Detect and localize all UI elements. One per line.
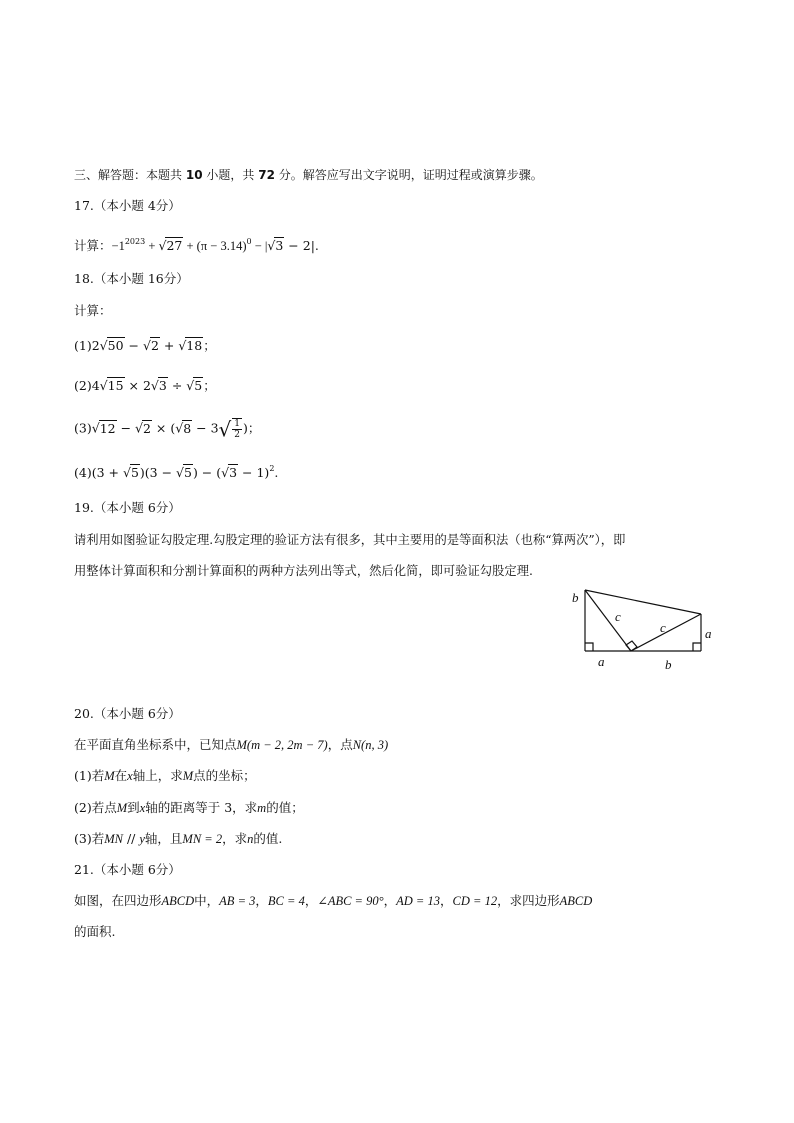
q19-heading: 19.（本小题 6分）: [74, 500, 181, 515]
q21-text-line1: 如图，在四边形ABCD中，AB = 3，BC = 4，∠ABC = 90°，AD = 13，CD = 12，求四边形ABCD: [74, 893, 593, 908]
q18-part2: (2)4√15 × 2√3 ÷ √5；: [74, 378, 216, 393]
q20-part3: (3)若MN // y轴，且MN = 2，求n的值.: [74, 831, 283, 846]
right-angle-mark-left: [585, 643, 593, 651]
label-c-upper: c: [615, 609, 621, 624]
label-b-left: b: [572, 590, 579, 605]
q20-part1: (1)若M在x轴上，求M点的坐标；: [74, 768, 256, 783]
label-a-bottom: a: [598, 654, 605, 669]
q18-lead: 计算：: [74, 303, 112, 318]
q20-intro: 在平面直角坐标系中，已知点M(m − 2, 2m − 7)，点N(n, 3): [74, 737, 389, 752]
q19-text-line2: 用整体计算面积和分割计算面积的两种方法列出等式，然后化简，即可验证勾股定理.: [74, 564, 533, 578]
pythagoras-figure: [565, 585, 730, 675]
question-count: 10: [185, 168, 203, 182]
q21-text-line2: 的面积.: [74, 924, 116, 939]
q17-expression: 计算：$-1^{2023} + √27 + (\pi - 3.14)^0 - |√3 - 2|$.: [74, 237, 319, 253]
section-header: 三、解答题：本题共 10 小题，共 72 分。解答应写出文字说明，证明过程或演算步骤。: [74, 168, 543, 182]
fraction: $\frac{1}{2}$: [234, 419, 241, 440]
q20-part2: (2)若点M到x轴的距离等于 3，求m的值；: [74, 800, 304, 815]
q20-heading: 20.（本小题 6分）: [74, 706, 181, 721]
right-angle-mark-right: [693, 643, 701, 651]
q18-part4: $(4)(3 + √5)(3 - √5) - (√3 - 1)^2$.: [74, 464, 279, 480]
total-score: 72: [258, 168, 275, 182]
q18-heading: 18.（本小题 16分）: [74, 271, 189, 286]
label-c-lower: c: [660, 620, 666, 635]
hypotenuse-left: [585, 590, 631, 651]
hypotenuse-right: [631, 614, 701, 651]
q18-part1: (1)2√50 − √2 + √18；: [74, 338, 216, 353]
q18-part3: (3)√12 − √2 × (√8 − 3√ $\frac{1}{2}$ )；: [74, 417, 261, 442]
q21-heading: 21.（本小题 6分）: [74, 862, 181, 877]
label-b-bottom: b: [665, 657, 672, 672]
label-a-right: a: [705, 626, 712, 641]
q19-text-line1: 请利用如图验证勾股定理.勾股定理的验证方法有很多，其中主要用的是等面积法（也称“算两次”），即: [74, 533, 626, 547]
q17-heading: 17.（本小题 4分）: [74, 198, 181, 213]
top-edge: [585, 590, 701, 614]
